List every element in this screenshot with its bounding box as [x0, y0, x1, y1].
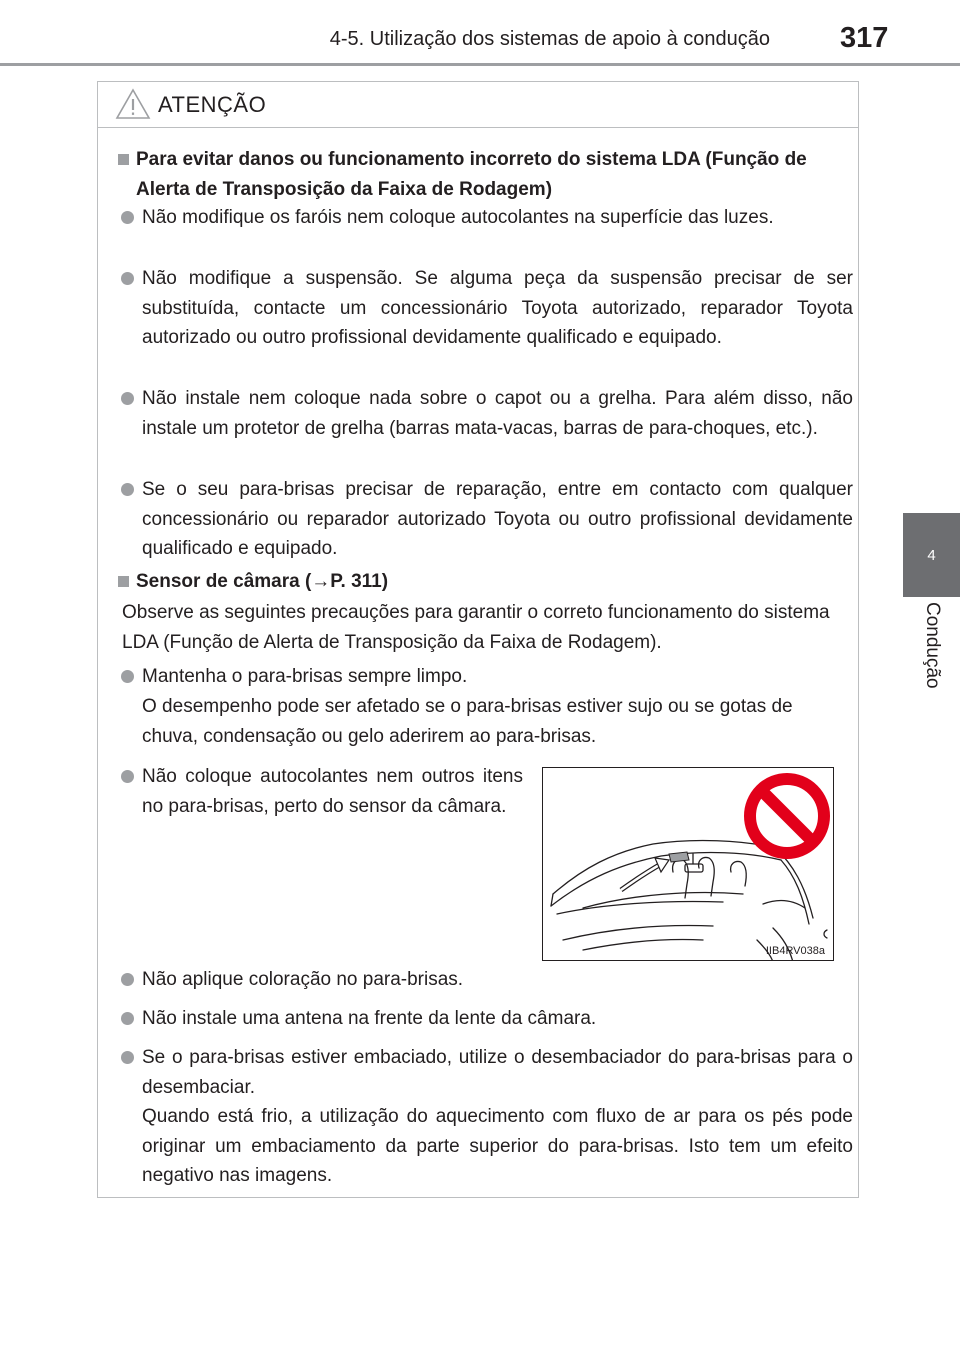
item-note: O desempenho pode ser afetado se o para-brisas estiver sujo ou se gotas de chuva, condensação ou gelo aderirem ao para-brisas. — [142, 696, 793, 747]
square-bullet-icon — [118, 576, 129, 587]
header-section-title: 4-5. Utilização dos sistemas de apoio à condução — [329, 28, 770, 50]
list-item: Não aplique coloração no para-brisas. — [118, 965, 853, 995]
list-item: Se o seu para-brisas precisar de reparação, entre em contacto com qualquer concessionário ou reparador autorizado Toyota ou outro profissional devidamente qualificado e equipado. — [118, 475, 853, 564]
round-bullet-icon — [121, 1051, 134, 1064]
header-divider — [0, 63, 960, 66]
windshield-camera-illustration — [542, 767, 834, 961]
round-bullet-icon — [121, 770, 134, 783]
list-item: Não modifique os faróis nem coloque autocolantes na superfície das luzes. — [118, 203, 853, 233]
item-note: Quando está frio, a utilização do aquecimento com fluxo de ar para os pés pode originar um embaciamento da parte superior do para-brisas. Isto tem um efeito negativo nas imagens. — [142, 1106, 853, 1186]
chapter-label: Condução — [922, 602, 943, 689]
warning-title: ATENÇÃO — [158, 92, 267, 117]
round-bullet-icon — [121, 392, 134, 405]
chapter-tab — [903, 513, 960, 597]
list-item: Se o para-brisas estiver embaciado, utilize o desembaciador do para-brisas para o desembaciar. — [118, 1043, 853, 1102]
prohibition-icon — [750, 779, 824, 853]
section-heading-lda-protection: Para evitar danos ou funcionamento incorreto do sistema LDA (Função de Alerta de Transposição da Faixa de Rodagem) — [118, 145, 853, 205]
round-bullet-icon — [121, 483, 134, 496]
list-item: Não modifique a suspensão. Se alguma peça da suspensão precisar de ser substituída, contacte um concessionário Toyota autorizado, reparador Toyota autorizado ou outro profissional devidamente qualificado e equipado. — [118, 264, 853, 353]
warning-box — [97, 81, 859, 1198]
figure-code: IIB4RV038a — [765, 945, 825, 957]
round-bullet-icon — [121, 973, 134, 986]
round-bullet-icon — [121, 211, 134, 224]
list-item: Mantenha o para-brisas sempre limpo. — [118, 662, 853, 692]
car-interior-drawing — [543, 768, 834, 961]
section-heading-camera-sensor: Sensor de câmara (→P. 311) — [118, 567, 853, 597]
square-bullet-icon — [118, 154, 129, 165]
round-bullet-icon — [121, 670, 134, 683]
list-item: Não instale nem coloque nada sobre o capot ou a grelha. Para além disso, não instale um protetor de grelha (barras mata-vacas, barras de para-choques, etc.). — [118, 384, 853, 443]
round-bullet-icon — [121, 1012, 134, 1025]
list-item: Não instale uma antena na frente da lente da câmara. — [118, 1004, 853, 1034]
warning-triangle-icon — [115, 88, 151, 120]
list-item: Não coloque autocolantes nem outros itens no para-brisas, perto do sensor da câmara. — [118, 762, 523, 821]
round-bullet-icon — [121, 272, 134, 285]
warning-header — [98, 82, 858, 128]
section-intro: Observe as seguintes precauções para garantir o correto funcionamento do sistema LDA (Função de Alerta de Transposição da Faixa de Rodagem). — [122, 602, 830, 653]
page-number: 317 — [840, 22, 889, 54]
chapter-number: 4 — [927, 546, 936, 564]
